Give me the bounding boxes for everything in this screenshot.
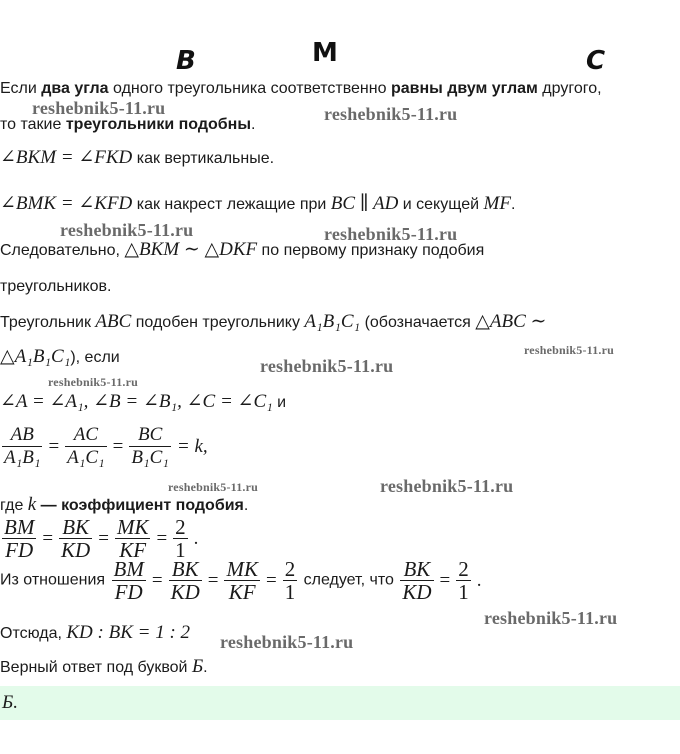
conclusion-text: Следовательно, xyxy=(0,242,125,259)
rule-bold: два угла xyxy=(41,80,109,97)
conclusion-line-2 xyxy=(0,278,111,296)
def-text: (обозначается xyxy=(360,314,476,331)
denominator: KD xyxy=(170,580,200,604)
math-expression: k xyxy=(27,494,37,515)
denominator: 1 xyxy=(284,580,296,604)
rule-bold: равны двум углам xyxy=(390,80,538,97)
eq-text: как вертикальные. xyxy=(132,150,275,167)
equals-sign: = xyxy=(207,569,219,591)
fraction xyxy=(283,558,298,603)
equals-sign: = xyxy=(156,527,168,549)
equation-vertical-angles xyxy=(0,146,274,169)
denominator: 1 xyxy=(175,538,186,562)
eq-text: как накрест лежащие при xyxy=(132,196,331,213)
watermark: reshebnik5-11.ru xyxy=(380,476,514,496)
def-text: Треугольник xyxy=(0,314,96,331)
math-expression: △BKM ∼ △DKF xyxy=(124,239,258,260)
math-expression: △ABC ∼ xyxy=(475,311,547,332)
math-expression: ∠BKM = ∠FKD xyxy=(0,147,133,168)
rule-text: другого, xyxy=(537,80,602,97)
fraction xyxy=(129,424,171,469)
watermark: reshebnik5-11.ru xyxy=(260,356,394,376)
watermark: reshebnik5-11.ru xyxy=(220,632,354,652)
denominator: 1 xyxy=(458,580,469,604)
fraction xyxy=(115,516,151,561)
fraction xyxy=(224,558,260,603)
numerator: BM xyxy=(4,515,35,539)
math-expression: A₁B₁C₁ xyxy=(304,311,361,332)
math-expression: ∠A = ∠A₁, ∠B = ∠B₁, ∠C = ∠C₁ xyxy=(0,391,273,412)
fraction xyxy=(59,516,92,561)
watermark: reshebnik5-11.ru xyxy=(48,375,138,389)
def-bold: — коэффициент подобия xyxy=(36,497,244,514)
equation-alternate-angles xyxy=(0,192,515,215)
fraction xyxy=(400,558,433,603)
numerator: BM xyxy=(113,557,144,581)
numerator: BC xyxy=(137,424,163,445)
fraction xyxy=(2,424,42,469)
text: Из отношения xyxy=(0,571,110,589)
numerator: AB xyxy=(10,424,34,445)
numerator: AC xyxy=(73,424,99,445)
math-expression: ABC xyxy=(95,311,132,332)
definition-angles xyxy=(0,390,286,413)
result-equation xyxy=(398,557,485,604)
text: следует, что xyxy=(299,571,399,589)
conclusion-text: треугольников. xyxy=(0,278,112,295)
numerator: MK xyxy=(226,557,258,581)
final-line xyxy=(0,656,208,678)
equals-sign: = xyxy=(112,435,124,457)
answer-text: Б. xyxy=(2,692,18,713)
math-expression: ∠BMK = ∠KFD xyxy=(0,193,133,214)
numerator: BK xyxy=(62,515,90,539)
equals-sign: = xyxy=(98,527,109,549)
from-ratios-line xyxy=(0,558,485,603)
watermark: reshebnik5-11.ru xyxy=(60,220,194,240)
watermark: reshebnik5-11.ru xyxy=(32,98,166,118)
math-expression: MF xyxy=(483,193,511,214)
def-text: . xyxy=(243,497,249,514)
text: Верный ответ под буквой xyxy=(0,659,192,676)
denominator: FD xyxy=(2,538,36,561)
watermark: reshebnik5-11.ru xyxy=(324,224,458,244)
figure-label-b: B xyxy=(176,46,196,74)
denominator: A₁C₁ xyxy=(67,447,105,468)
conclusion-text: по первому признаку подобия xyxy=(257,242,485,259)
eq-text: и секущей xyxy=(398,196,484,213)
answer-box xyxy=(0,686,680,720)
text: Отсюда, xyxy=(0,625,67,642)
rule-text: одного треугольника соответственно xyxy=(108,80,391,97)
denominator: A₁B₁ xyxy=(4,447,41,468)
numerator: BK xyxy=(403,557,431,581)
math-expression: Б xyxy=(191,656,204,677)
denominator: FD xyxy=(112,580,146,603)
watermark: reshebnik5-11.ru xyxy=(324,104,458,124)
fraction xyxy=(112,558,146,603)
fraction xyxy=(456,558,471,603)
math-expression: BC ∥ AD xyxy=(330,193,399,214)
denominator: KD xyxy=(402,580,432,604)
denominator: KF xyxy=(115,538,151,561)
equals-sign: = xyxy=(151,569,163,591)
period: . xyxy=(476,569,482,591)
fraction xyxy=(169,558,202,603)
rule-text: Если xyxy=(0,80,42,97)
equals-k: = k, xyxy=(176,435,208,457)
watermark: reshebnik5-11.ru xyxy=(524,343,614,357)
numerator: BK xyxy=(171,557,199,581)
rule-text: . xyxy=(251,116,256,133)
period: . xyxy=(193,527,199,549)
rule-text: то такие xyxy=(0,116,66,133)
definition-line-1 xyxy=(0,310,546,333)
watermark: reshebnik5-11.ru xyxy=(484,608,618,628)
figure-label-m: M xyxy=(312,38,338,68)
math-expression: △A₁B₁C₁ xyxy=(0,346,71,367)
fraction xyxy=(173,516,188,561)
figure-fragment xyxy=(0,0,680,74)
hence-line xyxy=(0,622,190,644)
ratio-equation xyxy=(0,516,202,561)
numerator: 2 xyxy=(175,515,186,539)
def-text: ), если xyxy=(70,349,120,366)
definition-line-2 xyxy=(0,345,120,368)
equals-sign: = xyxy=(439,569,451,591)
math-expression: KD : BK = 1 : 2 xyxy=(66,622,191,643)
text: . xyxy=(203,659,208,676)
numerator: 2 xyxy=(458,557,469,581)
ratio-equation-clip xyxy=(0,512,680,562)
numerator: 2 xyxy=(284,557,296,581)
eq-text: . xyxy=(510,196,516,213)
denominator: KD xyxy=(61,538,91,562)
figure-label-c: C xyxy=(586,46,606,74)
rule-line-1 xyxy=(0,80,602,98)
fraction xyxy=(2,516,36,561)
equals-sign: = xyxy=(48,435,60,457)
watermark: reshebnik5-11.ru xyxy=(168,480,258,494)
definition-ratio-equation xyxy=(0,424,212,469)
def-text: подобен треугольнику xyxy=(131,314,305,331)
def-text: где xyxy=(0,497,28,514)
equals-sign: = xyxy=(265,569,277,591)
numerator: MK xyxy=(116,515,149,539)
ratio-equation-inline xyxy=(110,557,300,604)
equals-sign: = xyxy=(42,527,54,549)
denominator: B₁C₁ xyxy=(131,447,169,468)
denominator: KF xyxy=(224,580,260,603)
fraction xyxy=(65,424,107,469)
def-text: и xyxy=(272,394,287,411)
rule-bold: треугольники подобны xyxy=(65,116,252,133)
